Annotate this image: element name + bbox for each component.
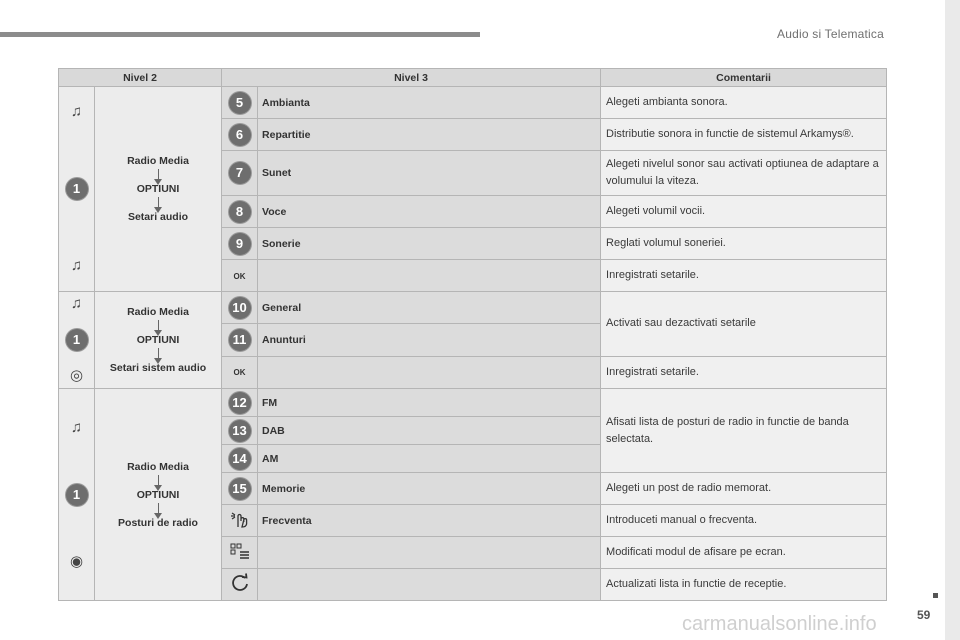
path-step: Radio Media bbox=[127, 155, 189, 167]
table-row bbox=[59, 87, 887, 119]
step-badge: 10 bbox=[229, 297, 251, 319]
column-header: Comentarii bbox=[601, 69, 887, 87]
option-comment: Alegeti ambianta sonora. bbox=[601, 87, 887, 119]
option-comment: Alegeti volumil vocii. bbox=[601, 196, 887, 228]
option-comment: Introduceti manual o frecventa. bbox=[601, 505, 887, 537]
option-comment: Distributie sonora in functie de sistemul Arkamys®. bbox=[601, 119, 887, 151]
ok-button-label: OK bbox=[233, 368, 246, 378]
step-badge: 15 bbox=[229, 478, 251, 500]
table-row bbox=[59, 292, 887, 324]
music-note-icon: ♫ bbox=[70, 103, 83, 120]
option-label bbox=[258, 569, 601, 601]
option-label: DAB bbox=[258, 417, 601, 445]
path-step: Posturi de radio bbox=[118, 516, 198, 529]
badge-cell bbox=[222, 196, 258, 228]
option-label: Sonerie bbox=[258, 228, 601, 260]
music-settings-icon: ♫ bbox=[70, 257, 83, 274]
option-comment: Afisati lista de posturi de radio in functie de banda selectata. bbox=[601, 389, 887, 473]
option-comment: Alegeti un post de radio memorat. bbox=[601, 473, 887, 505]
badge-cell bbox=[222, 87, 258, 119]
step-badge: 6 bbox=[229, 124, 251, 146]
option-label: Ambianta bbox=[258, 87, 601, 119]
down-arrow-icon bbox=[158, 348, 159, 359]
option-label: Memorie bbox=[258, 473, 601, 505]
path-step: Setari sistem audio bbox=[109, 362, 207, 374]
option-comment: Inregistrati setarile. bbox=[601, 260, 887, 292]
badge-cell bbox=[222, 537, 258, 569]
page-marker bbox=[933, 593, 938, 598]
step-badge: 1 bbox=[66, 178, 88, 200]
level1-cell bbox=[59, 87, 95, 292]
option-label: FM bbox=[258, 389, 601, 417]
badge-cell bbox=[222, 228, 258, 260]
step-badge: 12 bbox=[229, 392, 251, 414]
table-header-row bbox=[59, 69, 887, 87]
down-arrow-icon bbox=[158, 475, 159, 486]
option-label: Anunturi bbox=[258, 324, 601, 356]
path-step: Setari audio bbox=[127, 211, 189, 223]
column-header: Nivel 2 bbox=[59, 69, 222, 87]
watermark: carmanualsonline.info bbox=[682, 613, 877, 635]
level1-cell bbox=[59, 389, 95, 601]
option-label bbox=[258, 356, 601, 388]
down-arrow-icon bbox=[158, 169, 159, 180]
option-comment: Alegeti nivelul sonor sau activati optiunea de adaptare a volumului la viteza. bbox=[601, 151, 887, 196]
path-step: OPTIUNI bbox=[136, 488, 180, 501]
option-label bbox=[258, 537, 601, 569]
path-step: OPTIUNI bbox=[136, 183, 180, 195]
badge-cell bbox=[222, 356, 258, 388]
refresh-icon bbox=[229, 573, 251, 593]
option-comment: Reglati volumul soneriei. bbox=[601, 228, 887, 260]
display-mode-icon bbox=[229, 542, 251, 560]
settings-table bbox=[58, 68, 887, 601]
step-badge: 14 bbox=[229, 448, 251, 470]
level2-path-cell bbox=[95, 389, 222, 601]
header-bar bbox=[0, 32, 480, 37]
option-label: Frecventa bbox=[258, 505, 601, 537]
level2-path-cell bbox=[95, 292, 222, 389]
radio-station-icon: ◉ bbox=[69, 552, 84, 570]
option-label: AM bbox=[258, 445, 601, 473]
step-badge: 9 bbox=[229, 233, 251, 255]
page-number: 59 bbox=[917, 608, 931, 622]
step-badge: 13 bbox=[229, 420, 251, 442]
level1-cell bbox=[59, 292, 95, 389]
step-badge: 5 bbox=[229, 92, 251, 114]
step-badge: 7 bbox=[229, 162, 251, 184]
badge-cell bbox=[222, 324, 258, 356]
step-badge: 11 bbox=[229, 329, 251, 351]
down-arrow-icon bbox=[158, 503, 159, 514]
page-edge-strip bbox=[945, 0, 960, 640]
step-badge: 8 bbox=[229, 201, 251, 223]
level2-path-cell bbox=[95, 87, 222, 292]
badge-cell bbox=[222, 292, 258, 324]
path-step: OPTIUNI bbox=[136, 334, 180, 346]
step-badge: 1 bbox=[66, 329, 88, 351]
badge-cell bbox=[222, 260, 258, 292]
table-row bbox=[59, 389, 887, 417]
column-header: Nivel 3 bbox=[222, 69, 601, 87]
badge-cell bbox=[222, 445, 258, 473]
option-comment: Activati sau dezactivati setarile bbox=[601, 292, 887, 357]
option-comment: Actualizati lista in functie de receptie. bbox=[601, 569, 887, 601]
badge-cell bbox=[222, 569, 258, 601]
down-arrow-icon bbox=[158, 197, 159, 208]
option-comment: Inregistrati setarile. bbox=[601, 356, 887, 388]
option-label bbox=[258, 260, 601, 292]
down-arrow-icon bbox=[158, 320, 159, 331]
badge-cell bbox=[222, 417, 258, 445]
badge-cell bbox=[222, 505, 258, 537]
path-step: Radio Media bbox=[127, 460, 189, 473]
speaker-settings-icon: ◎ bbox=[69, 367, 84, 384]
ok-button-label: OK bbox=[233, 271, 246, 281]
music-note-icon: ♫ bbox=[70, 418, 83, 436]
option-comment: Modificati modul de afisare pe ecran. bbox=[601, 537, 887, 569]
section-title: Audio si Telematica bbox=[777, 27, 884, 41]
hand-touch-icon bbox=[229, 510, 251, 528]
path-step: Radio Media bbox=[127, 306, 189, 318]
option-label: Voce bbox=[258, 196, 601, 228]
badge-cell bbox=[222, 389, 258, 417]
option-label: General bbox=[258, 292, 601, 324]
badge-cell bbox=[222, 473, 258, 505]
badge-cell bbox=[222, 151, 258, 196]
music-note-icon: ♫ bbox=[70, 295, 83, 312]
badge-cell bbox=[222, 119, 258, 151]
step-badge: 1 bbox=[66, 484, 88, 506]
option-label: Sunet bbox=[258, 151, 601, 196]
option-label: Repartitie bbox=[258, 119, 601, 151]
